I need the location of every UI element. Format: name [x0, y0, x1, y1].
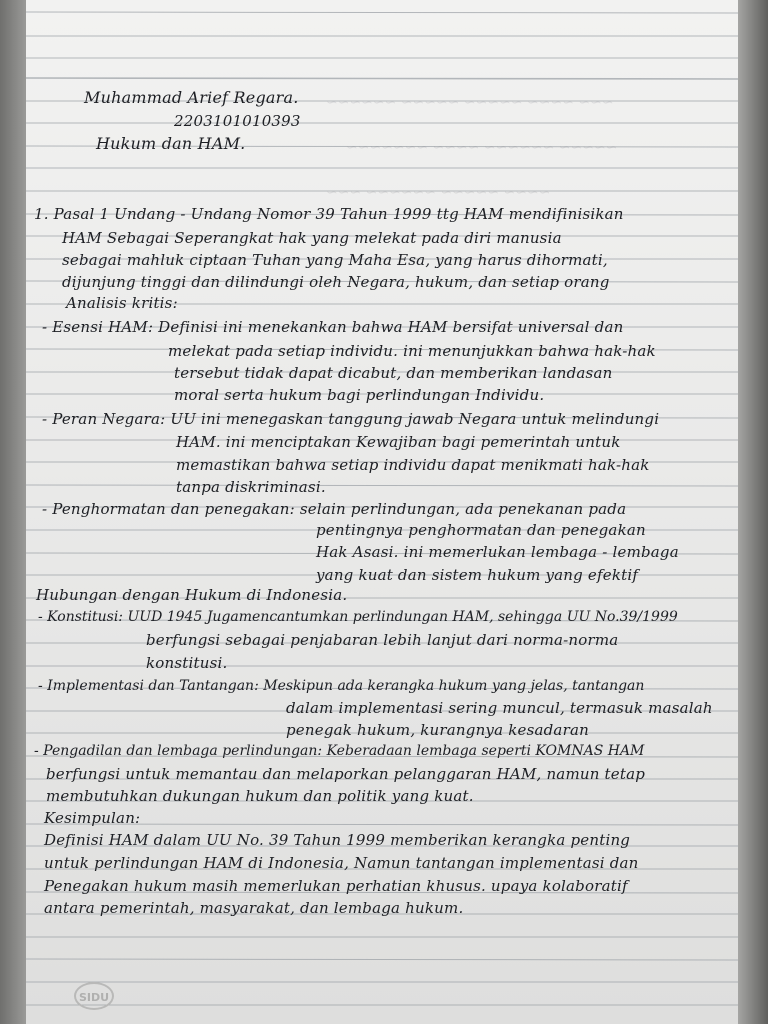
text-line: sebagai mahluk ciptaan Tuhan yang Maha Esa, yang harus dihormati,	[62, 251, 608, 269]
text-line: Kesimpulan:	[44, 809, 141, 827]
text-line: antara pemerintah, masyarakat, dan lembaga hukum.	[44, 899, 464, 917]
text-line: memastikan bahwa setiap individu dapat menikmati hak-hak	[176, 456, 650, 474]
text-line: Penegakan hukum masih memerlukan perhatian khusus. upaya kolaboratif	[44, 877, 628, 895]
page-edge-shadow-left	[0, 0, 26, 1024]
text-line: Definisi HAM dalam UU No. 39 Tahun 1999 memberikan kerangka penting	[44, 831, 631, 849]
text-line: membutuhkan dukungan hukum dan politik yang kuat.	[46, 787, 474, 805]
text-line: berfungsi sebagai penjabaran lebih lanjut dari norma-norma	[146, 631, 619, 649]
text-line: dalam implementasi sering muncul, termasuk masalah	[286, 699, 713, 717]
text-line: - Esensi HAM: Definisi ini menekankan bahwa HAM bersifat universal dan	[42, 318, 624, 336]
text-line: HAM. ini menciptakan Kewajiban bagi pemerintah untuk	[176, 433, 621, 451]
author-name: Muhammad Arief Regara.	[84, 88, 299, 107]
text-line: yang kuat dan sistem hukum yang efektif	[316, 566, 639, 584]
text-line: - Konstitusi: UUD 1945 Jugamencantumkan perlindungan HAM, sehingga UU No.39/1999	[38, 609, 678, 625]
text-line: berfungsi untuk memantau dan melaporkan pelanggaran HAM, namun tetap	[46, 765, 646, 783]
text-line: Hak Asasi. ini memerlukan lembaga - lembaga	[316, 543, 679, 561]
text-line: - Pengadilan dan lembaga perlindungan: Keberadaan lembaga seperti KOMNAS HAM	[34, 743, 645, 759]
text-line: tanpa diskriminasi.	[176, 478, 326, 496]
text-line: - Peran Negara: UU ini menegaskan tanggung jawab Negara untuk melindungi	[42, 410, 660, 428]
text-line: - Penghormatan dan penegakan: selain perlindungan, ada penekanan pada	[42, 500, 627, 518]
rule-line	[26, 485, 738, 486]
text-line: dijunjung tinggi dan dilindungi oleh Negara, hukum, dan setiap orang	[62, 273, 610, 291]
bleed-through: ~~~~~ ~~~~~~ ~~~~ ~~~~~~~	[346, 140, 618, 156]
rule-line	[26, 959, 738, 960]
text-line: 1. Pasal 1 Undang - Undang Nomor 39 Tahun 1999 ttg HAM mendifinisikan	[34, 205, 624, 223]
text-line: moral serta hukum bagi perlindungan Individu.	[174, 386, 545, 404]
text-line: penegak hukum, kurangnya kesadaran	[286, 721, 589, 739]
notebook-page	[26, 0, 738, 1024]
text-line: tersebut tidak dapat dicabut, dan memberikan landasan	[174, 364, 613, 382]
text-line: melekat pada setiap individu. ini menunjukkan bahwa hak-hak	[168, 342, 656, 360]
text-line: Hubungan dengan Hukum di Indonesia.	[36, 586, 348, 604]
notebook-brand-logo: SIDU	[74, 982, 114, 1010]
text-line: pentingnya penghormatan dan penegakan	[316, 521, 646, 539]
text-line: Analisis kritis:	[66, 294, 178, 312]
student-id: 2203101010393	[174, 112, 301, 130]
text-line: konstitusi.	[146, 654, 228, 672]
rule-line	[26, 78, 738, 79]
page-edge-shadow-right	[738, 0, 768, 1024]
text-line: untuk perlindungan HAM di Indonesia, Namun tantangan implementasi dan	[44, 854, 639, 872]
text-line: HAM Sebagai Seperangkat hak yang melekat pada diri manusia	[62, 229, 562, 247]
rule-line	[26, 12, 738, 13]
course-title: Hukum dan HAM.	[96, 134, 246, 153]
text-line: - Implementasi dan Tantangan: Meskipun ada kerangka hukum yang jelas, tantangan	[38, 678, 645, 694]
bleed-through: ~~~~ ~~~~~ ~~~~~~ ~~~	[326, 185, 551, 201]
bleed-through: ~~~ ~~~~ ~~~~~ ~~~~~ ~~~~~~	[326, 95, 614, 111]
